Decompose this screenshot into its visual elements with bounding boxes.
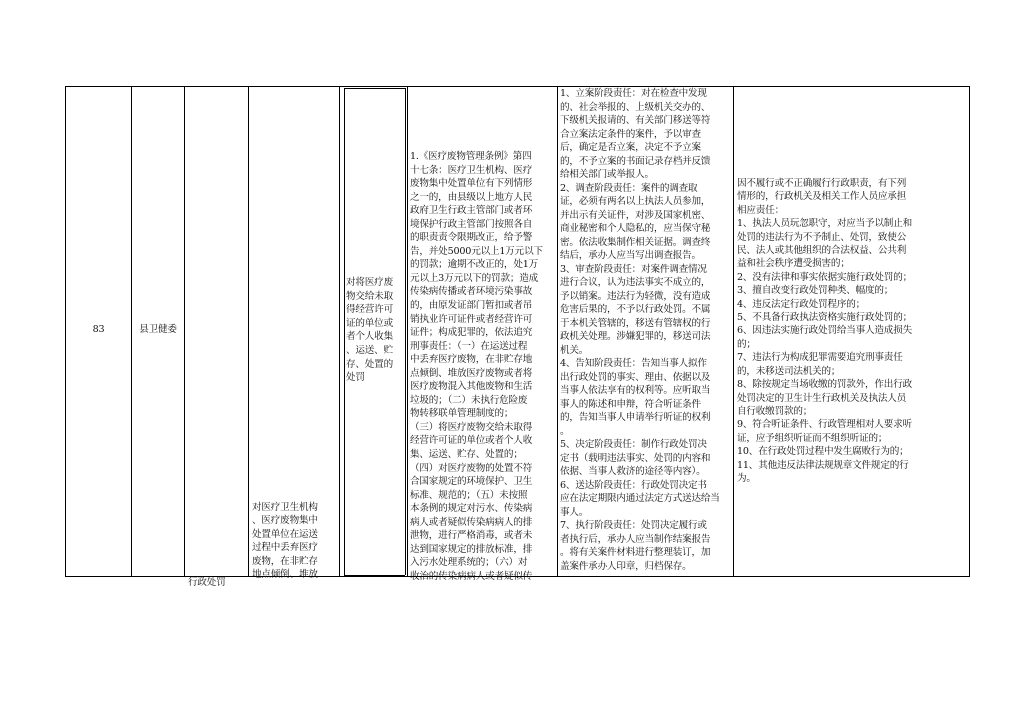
basis-line-6: 境保护行政主管部门按照各自	[410, 218, 533, 230]
item-line-8: 处罚	[346, 372, 365, 384]
process-line-35: 。将有关案件材料进行整理装订，加	[560, 547, 711, 558]
item-line-1: 对将医疗废	[346, 277, 393, 288]
acc-line-17: 处罚决定的卫生计生行政机关及执法人员	[737, 392, 907, 404]
acc-line-7: 益和社会秩序遭受损害的；	[737, 258, 850, 270]
col-border-6	[557, 86, 558, 577]
basis-line-4: 之一的，由县级以上地方人民	[410, 191, 533, 203]
acc-line-8: 2、没有法律和事实依据实施行政处罚的；	[737, 271, 912, 283]
acc-line-15: 的，未移送司法机关的；	[737, 365, 841, 377]
basis-line-10: 元以上3万元以下的罚款；造成	[410, 272, 539, 284]
process-line-7: 给相关部门或举报人。	[560, 169, 654, 180]
item-line-6: 、运送、贮	[346, 344, 393, 356]
col-border-7	[733, 86, 734, 577]
basis-line-14: 证件；构成犯罪的，依法追究	[410, 327, 533, 339]
process-line-22: 出行政处罚的事实、理由、依据以及	[560, 371, 711, 383]
col-border-2	[184, 86, 185, 577]
basis-line-31: 入污水处理系统的；（六）对	[410, 557, 528, 569]
process-line-3: 下级机关报请的、有关部门移送等符	[560, 115, 711, 126]
ov-line-2: 、医疗废物集中	[252, 515, 318, 527]
inner-box-right	[405, 88, 406, 575]
basis-line-18: 医疗废物混入其他废物和生活	[410, 381, 533, 393]
item-line-7: 存、处置的	[346, 358, 393, 370]
process-line-36: 盖案件承办人印章，归档保存。	[560, 560, 692, 572]
basis-line-20: 物转移联单管理制度的；	[410, 408, 514, 420]
category-cell	[188, 577, 246, 589]
acc-line-16: 8、除按规定当场收缴的罚款外，作出行政	[737, 379, 912, 391]
process-line-14: 3、审查阶段责任：对案件调查情况	[560, 263, 707, 275]
acc-line-14: 7、违法行为构成犯罪需要追究刑事责任	[737, 352, 903, 364]
basis-line-29: 泄物，进行严格消毒，或者未	[410, 530, 533, 542]
ov-line-5: 废物，在非贮存	[252, 555, 318, 567]
category-label: 行政处罚	[188, 577, 226, 588]
item-line-3: 得经营许可	[346, 304, 393, 316]
inner-box-top	[344, 88, 405, 89]
basis-line-24: （四）对医疗废物的处置不符	[410, 462, 533, 474]
process-line-9: 证，必须有两名以上执法人员参加，	[560, 196, 711, 207]
process-line-10: 并出示有关证件，对涉及国家机密、	[560, 209, 711, 221]
acc-line-5: 处罚的违法行为不予制止、处罚，致使公	[737, 231, 907, 243]
process-line-4: 合立案法定条件的案件，予以审查	[560, 128, 701, 140]
col-border-3	[248, 86, 249, 577]
process-line-15: 进行合议，认为违法事实不成立的，	[560, 277, 711, 288]
basis-line-7: 的职责责令限期改正，给予警	[410, 232, 533, 244]
process-line-2: 的、社会举报的、上级机关交办的、	[560, 101, 711, 113]
col-border-4	[339, 86, 340, 577]
basis-line-30: 达到国家规定的排放标准，排	[410, 543, 533, 555]
basis-line-21: （三）将医疗废物交给未取得	[410, 421, 533, 433]
ov-line-4: 过程中丢弃医疗	[252, 542, 318, 554]
process-line-23: 当事人依法享有的权利等。应听取当	[560, 385, 711, 396]
process-line-12: 密。依法收集制作相关证据。调查终	[560, 236, 711, 248]
basis-line-2: 十七条：医疗卫生机构、医疗	[410, 164, 533, 176]
process-line-30: 6、送达阶段责任：行政处罚决定书	[560, 479, 707, 491]
basis-line-16: 中丢弃医疗废物，在非贮存地	[410, 354, 533, 366]
process-line-19: 政机关处理。涉嫌犯罪的，移送司法	[560, 331, 711, 342]
acc-line-23: 为。	[737, 472, 756, 484]
overflow-item-cell	[252, 501, 338, 581]
acc-line-9: 3、擅自改变行政处罚种类、幅度的；	[737, 285, 894, 297]
process-line-17: 危害后果的，不予以行政处罚。不属	[560, 304, 711, 315]
process-line-33: 7、执行阶段责任：处罚决定履行或	[560, 520, 707, 531]
basis-line-11: 传染病传播或者环境污染事故	[410, 286, 533, 298]
basis-line-1: 1.《医疗废物管理条例》第四	[410, 151, 532, 162]
inner-box-bottom	[344, 575, 405, 576]
basis-line-5: 政府卫生行政主管部门或者环	[410, 205, 533, 217]
process-line-13: 结后，承办人应当写出调查报告。	[560, 250, 701, 261]
acc-line-2: 情形的，行政机关及相关工作人员应承担	[737, 191, 907, 203]
process-line-34: 者执行后，承办人应当制作结案报告	[560, 533, 711, 545]
item-name-cell	[346, 276, 404, 386]
row-number: 83	[92, 324, 105, 335]
process-line-8: 2、调查阶段责任：案件的调查取	[560, 182, 698, 194]
legal-basis-cell	[410, 150, 556, 591]
process-line-27: 5、决定阶段责任：制作行政处罚决	[560, 439, 707, 450]
col-border-8	[969, 86, 970, 577]
process-line-32: 事人。	[560, 506, 589, 518]
accountability-cell	[737, 177, 968, 484]
process-line-20: 机关。	[560, 344, 589, 356]
basis-line-22: 经营许可证的单位或者个人收	[410, 435, 533, 447]
basis-line-26: 标准、规范的；（五）未按照	[410, 489, 528, 501]
process-line-24: 事人的陈述和申辩，符合听证条件	[560, 398, 701, 410]
acc-line-21: 10、在行政处罚过程中发生腐败行为的；	[737, 446, 909, 458]
col-border-5	[407, 86, 408, 577]
department-name: 县卫健委	[139, 324, 177, 335]
inner-box-left	[344, 88, 345, 575]
process-line-26: 。	[560, 425, 570, 437]
acc-line-3: 相应责任：	[737, 204, 784, 216]
ov-line-3: 处置单位在运送	[252, 528, 318, 540]
basis-line-27: 本条例的规定对污水、传染病	[410, 503, 533, 515]
acc-line-22: 11、其他违反法律法规规章文件规定的行	[737, 459, 909, 471]
process-line-28: 定书（载明违法事实、处罚的内容和	[560, 452, 711, 464]
basis-line-28: 病人或者疑似传染病病人的排	[410, 516, 533, 528]
process-line-18: 于本机关管辖的，移送有管辖权的行	[560, 317, 711, 329]
basis-line-3: 废物集中处置单位有下列情形	[410, 178, 533, 190]
acc-line-20: 证，应予组织听证而不组织听证的；	[737, 432, 888, 444]
acc-line-1: 因不履行或不正确履行行政职责，有下列	[737, 178, 907, 189]
process-line-6: 的，不予立案的书面记录存档并反馈	[560, 155, 711, 167]
process-line-21: 4、告知阶段责任：告知当事人拟作	[560, 358, 707, 369]
process-line-1: 1、立案阶段责任：对在检查中发现	[560, 88, 707, 99]
row-number-cell	[66, 323, 131, 339]
ov-line-6: 地点倾倒、堆放	[252, 569, 318, 581]
process-line-29: 依据、当事人救济的途径等内容）。	[560, 466, 706, 477]
acc-line-6: 民、法人或其他组织的合法权益、公共利	[737, 245, 907, 257]
process-steps-cell	[560, 87, 732, 576]
acc-line-13: 的；	[737, 338, 756, 350]
basis-line-32: 收治的传染病病人或者疑似传	[410, 570, 533, 582]
basis-line-13: 销执业许可证件或者经营许可	[410, 313, 533, 325]
acc-line-10: 4、违反法定行政处罚程序的；	[737, 298, 866, 310]
basis-line-12: 的，由原发证部门暂扣或者吊	[410, 300, 533, 312]
table-top-border	[65, 86, 970, 87]
item-line-4: 证的单位或	[346, 317, 393, 329]
basis-line-15: 刑事责任：（一）在运送过程	[410, 340, 528, 352]
acc-line-12: 6、因违法实施行政处罚给当事人造成损失	[737, 325, 912, 337]
department-cell	[132, 323, 184, 339]
item-line-2: 物交给未取	[346, 290, 393, 302]
basis-line-19: 垃圾的；（二）未执行危险废	[410, 394, 528, 406]
ov-line-1: 对医疗卫生机构	[252, 502, 318, 513]
basis-line-25: 合国家规定的环境保护、卫生	[410, 476, 533, 488]
basis-line-23: 集、运送、贮存、处置的；	[410, 449, 523, 461]
process-line-31: 应在法定期限内通过法定方式送达给当	[560, 493, 720, 504]
process-line-11: 商业秘密和个人隐私的，应当保守秘	[560, 223, 711, 234]
process-line-25: 的，告知当事人申请举行听证的权利	[560, 412, 711, 423]
acc-line-19: 9、符合听证条件、行政管理相对人要求听	[737, 419, 912, 431]
basis-line-17: 点倾倒、堆放医疗废物或者将	[410, 367, 533, 379]
process-line-5: 后，确定是否立案，决定不予立案	[560, 142, 701, 153]
basis-line-8: 告，并处5000元以上1万元以下	[410, 245, 543, 257]
acc-line-4: 1、执法人员玩忽职守，对应当予以制止和	[737, 218, 912, 230]
acc-line-11: 5、不具备行政执法资格实施行政处罚的；	[737, 312, 912, 324]
basis-line-9: 的罚款；逾期不改正的，处1万	[410, 259, 539, 271]
acc-line-18: 自行收缴罚款的；	[737, 405, 813, 417]
item-line-5: 者个人收集	[346, 331, 393, 343]
process-line-16: 予以销案。违法行为轻微，没有造成	[560, 290, 711, 302]
